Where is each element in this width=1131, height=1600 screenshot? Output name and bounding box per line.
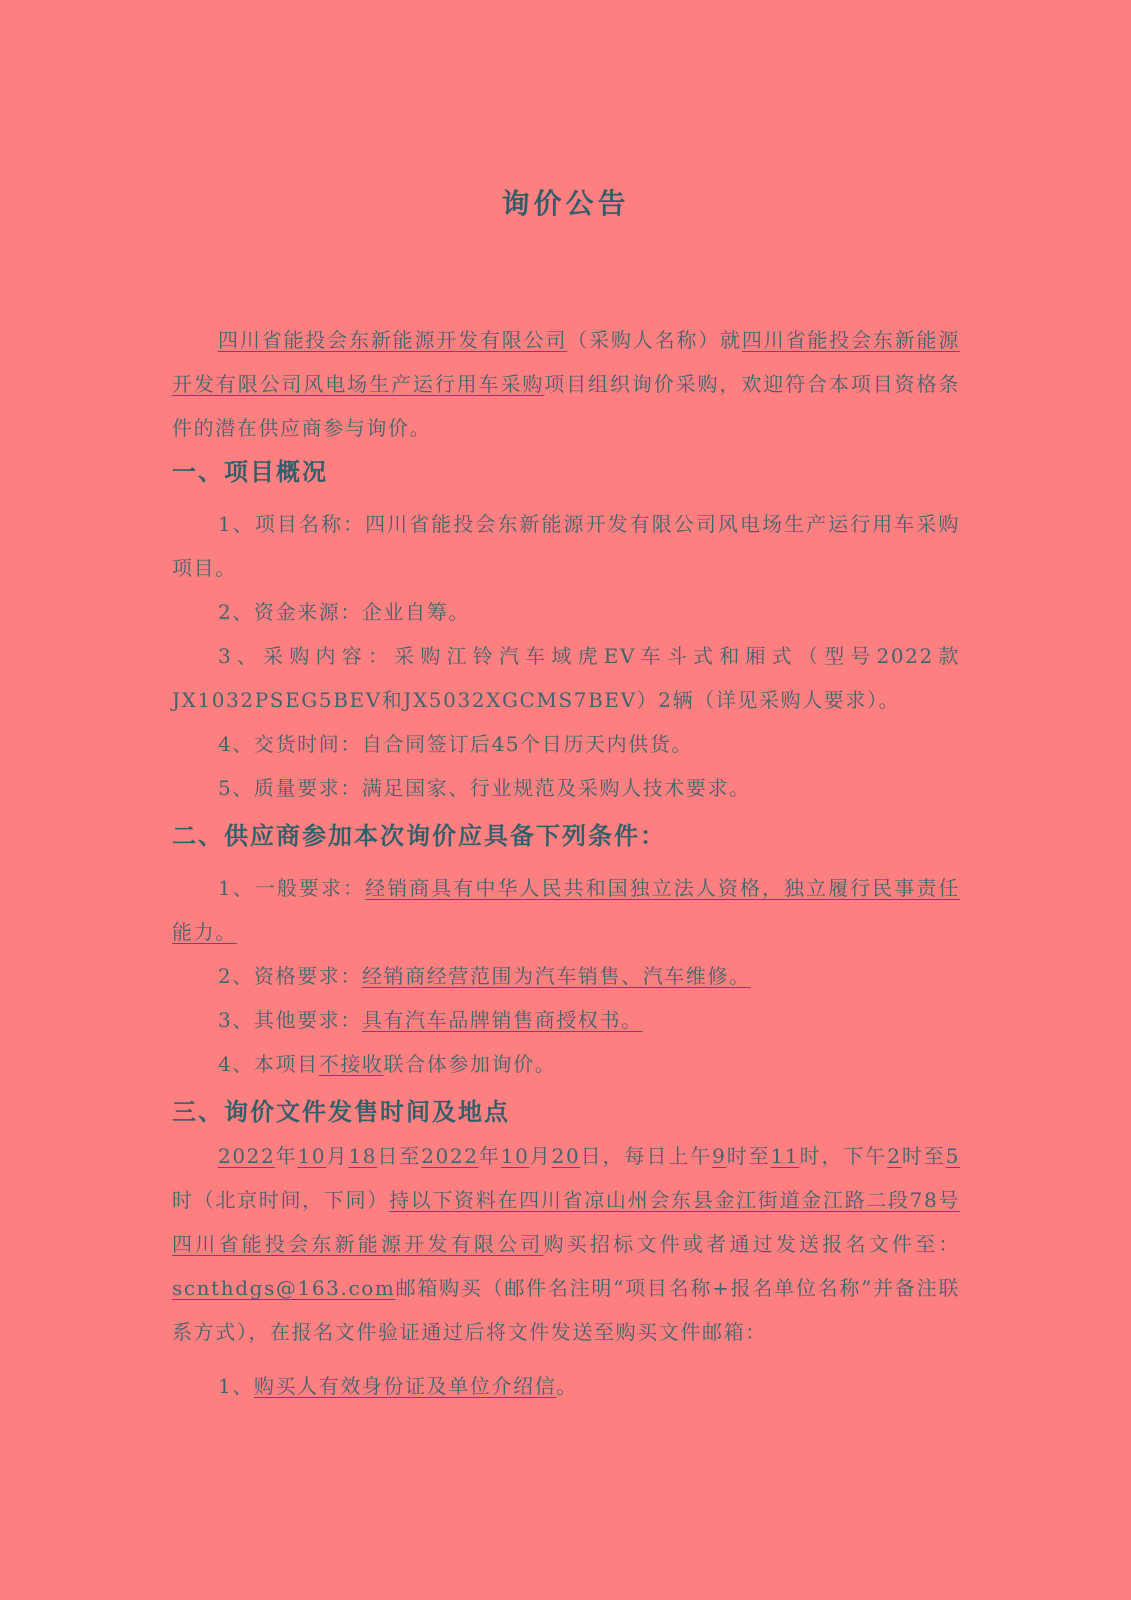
section2-item2 xyxy=(172,954,960,998)
text-month-2: 月 xyxy=(529,1144,552,1168)
section1-item3: 3、采购内容：采购江铃汽车域虎EV车斗式和厢式（型号2022款JX1032PSEG5BEV和JX5032XGCMS7BEV）2辆（详见采购人要求）。 xyxy=(172,644,960,712)
document-body xyxy=(172,318,960,1408)
pm-start: 2 xyxy=(887,1144,902,1168)
section2-item3 xyxy=(172,998,960,1042)
end-year: 2022 xyxy=(421,1144,479,1168)
section2-item4 xyxy=(172,1042,960,1086)
after-email: 邮箱购买（邮件名注明“项目名称+报名单位名称”并备注联系方式），在报名文件验证通过后将文件发送至购买文件邮箱： xyxy=(172,1276,960,1344)
section3-paragraph xyxy=(172,1134,960,1354)
section3-item1 xyxy=(172,1364,960,1408)
end-month: 10 xyxy=(500,1144,530,1168)
contact-email: scnthdgs@163.com xyxy=(172,1276,396,1300)
am-start: 9 xyxy=(712,1144,727,1168)
section1-item4: 4、交货时间：自合同签订后45个日历天内供货。 xyxy=(218,732,693,756)
buyer-note: （采购人名称）就 xyxy=(567,328,742,352)
section3-heading: 三、询价文件发售时间及地点 xyxy=(172,1098,510,1126)
section1-heading: 一、项目概况 xyxy=(172,458,328,486)
section2-item4-underlined: 不接收 xyxy=(318,1052,384,1076)
text-hour-pm: 时，下午 xyxy=(799,1144,888,1168)
project-name: 四川省能投会东新能源开发有限公司风电场生产运行用车采购 xyxy=(172,328,960,396)
intro-rest: 项目组织询价采购，欢迎符合本项目资格条件的潜在供应商参与询价。 xyxy=(172,372,960,440)
text-daily: 日，每日上午 xyxy=(580,1144,713,1168)
am-end: 11 xyxy=(770,1144,800,1168)
section2-item2-label: 2、资格要求： xyxy=(218,964,362,988)
section2-item2-value: 经销商经营范围为汽车销售、汽车维修。 xyxy=(361,964,751,988)
section1-item2: 2、资金来源：企业自筹。 xyxy=(218,600,470,624)
section2-item3-value: 具有汽车品牌销售商授权书。 xyxy=(361,1008,643,1032)
section1-item1: 1、项目名称：四川省能投会东新能源开发有限公司风电场生产运行用车采购项目。 xyxy=(172,512,960,580)
section2-item4-post: 联合体参加询价。 xyxy=(383,1052,557,1076)
after-address: 购买招标文件或者通过发送报名文件至： xyxy=(543,1232,960,1256)
text-hour-to-2: 时至 xyxy=(901,1144,946,1168)
start-month: 10 xyxy=(297,1144,327,1168)
buyer-name: 四川省能投会东新能源开发有限公司 xyxy=(218,328,568,352)
intro-paragraph xyxy=(172,318,960,450)
section2-item4-pre: 4、本项目 xyxy=(218,1052,319,1076)
text-day-to: 日至 xyxy=(377,1144,422,1168)
end-day: 20 xyxy=(551,1144,581,1168)
text-year-2: 年 xyxy=(478,1144,501,1168)
section1-item5: 5、质量要求：满足国家、行业规范及采购人技术要求。 xyxy=(218,776,751,800)
section3-item1-underlined: 购买人有效身份证及单位介绍信 xyxy=(253,1374,557,1398)
text-hour-to: 时至 xyxy=(726,1144,771,1168)
pm-end: 5 xyxy=(945,1144,961,1168)
start-year: 2022 xyxy=(218,1144,276,1168)
text-month: 月 xyxy=(326,1144,349,1168)
section2-item1-label: 1、一般要求： xyxy=(218,876,366,900)
section3-item1-pre: 1、 xyxy=(218,1374,254,1398)
document-title: 询价公告 xyxy=(501,187,630,220)
section3-item1-post: 。 xyxy=(556,1374,578,1398)
start-day: 18 xyxy=(348,1144,378,1168)
section2-item1-value: 经销商具有中华人民共和国独立法人资格，独立履行民事责任能力。 xyxy=(172,876,960,944)
text-year: 年 xyxy=(275,1144,298,1168)
purchase-address: 持以下资料在四川省凉山州会东县金江街道金江路二段78号四川省能投会东新能源开发有限公司 xyxy=(172,1188,961,1256)
section2-item3-label: 3、其他要求： xyxy=(218,1008,362,1032)
section2-heading: 二、供应商参加本次询价应具备下列条件： xyxy=(172,822,666,850)
section2-item1 xyxy=(172,866,960,954)
text-beijing-time: 时（北京时间，下同） xyxy=(172,1188,389,1212)
